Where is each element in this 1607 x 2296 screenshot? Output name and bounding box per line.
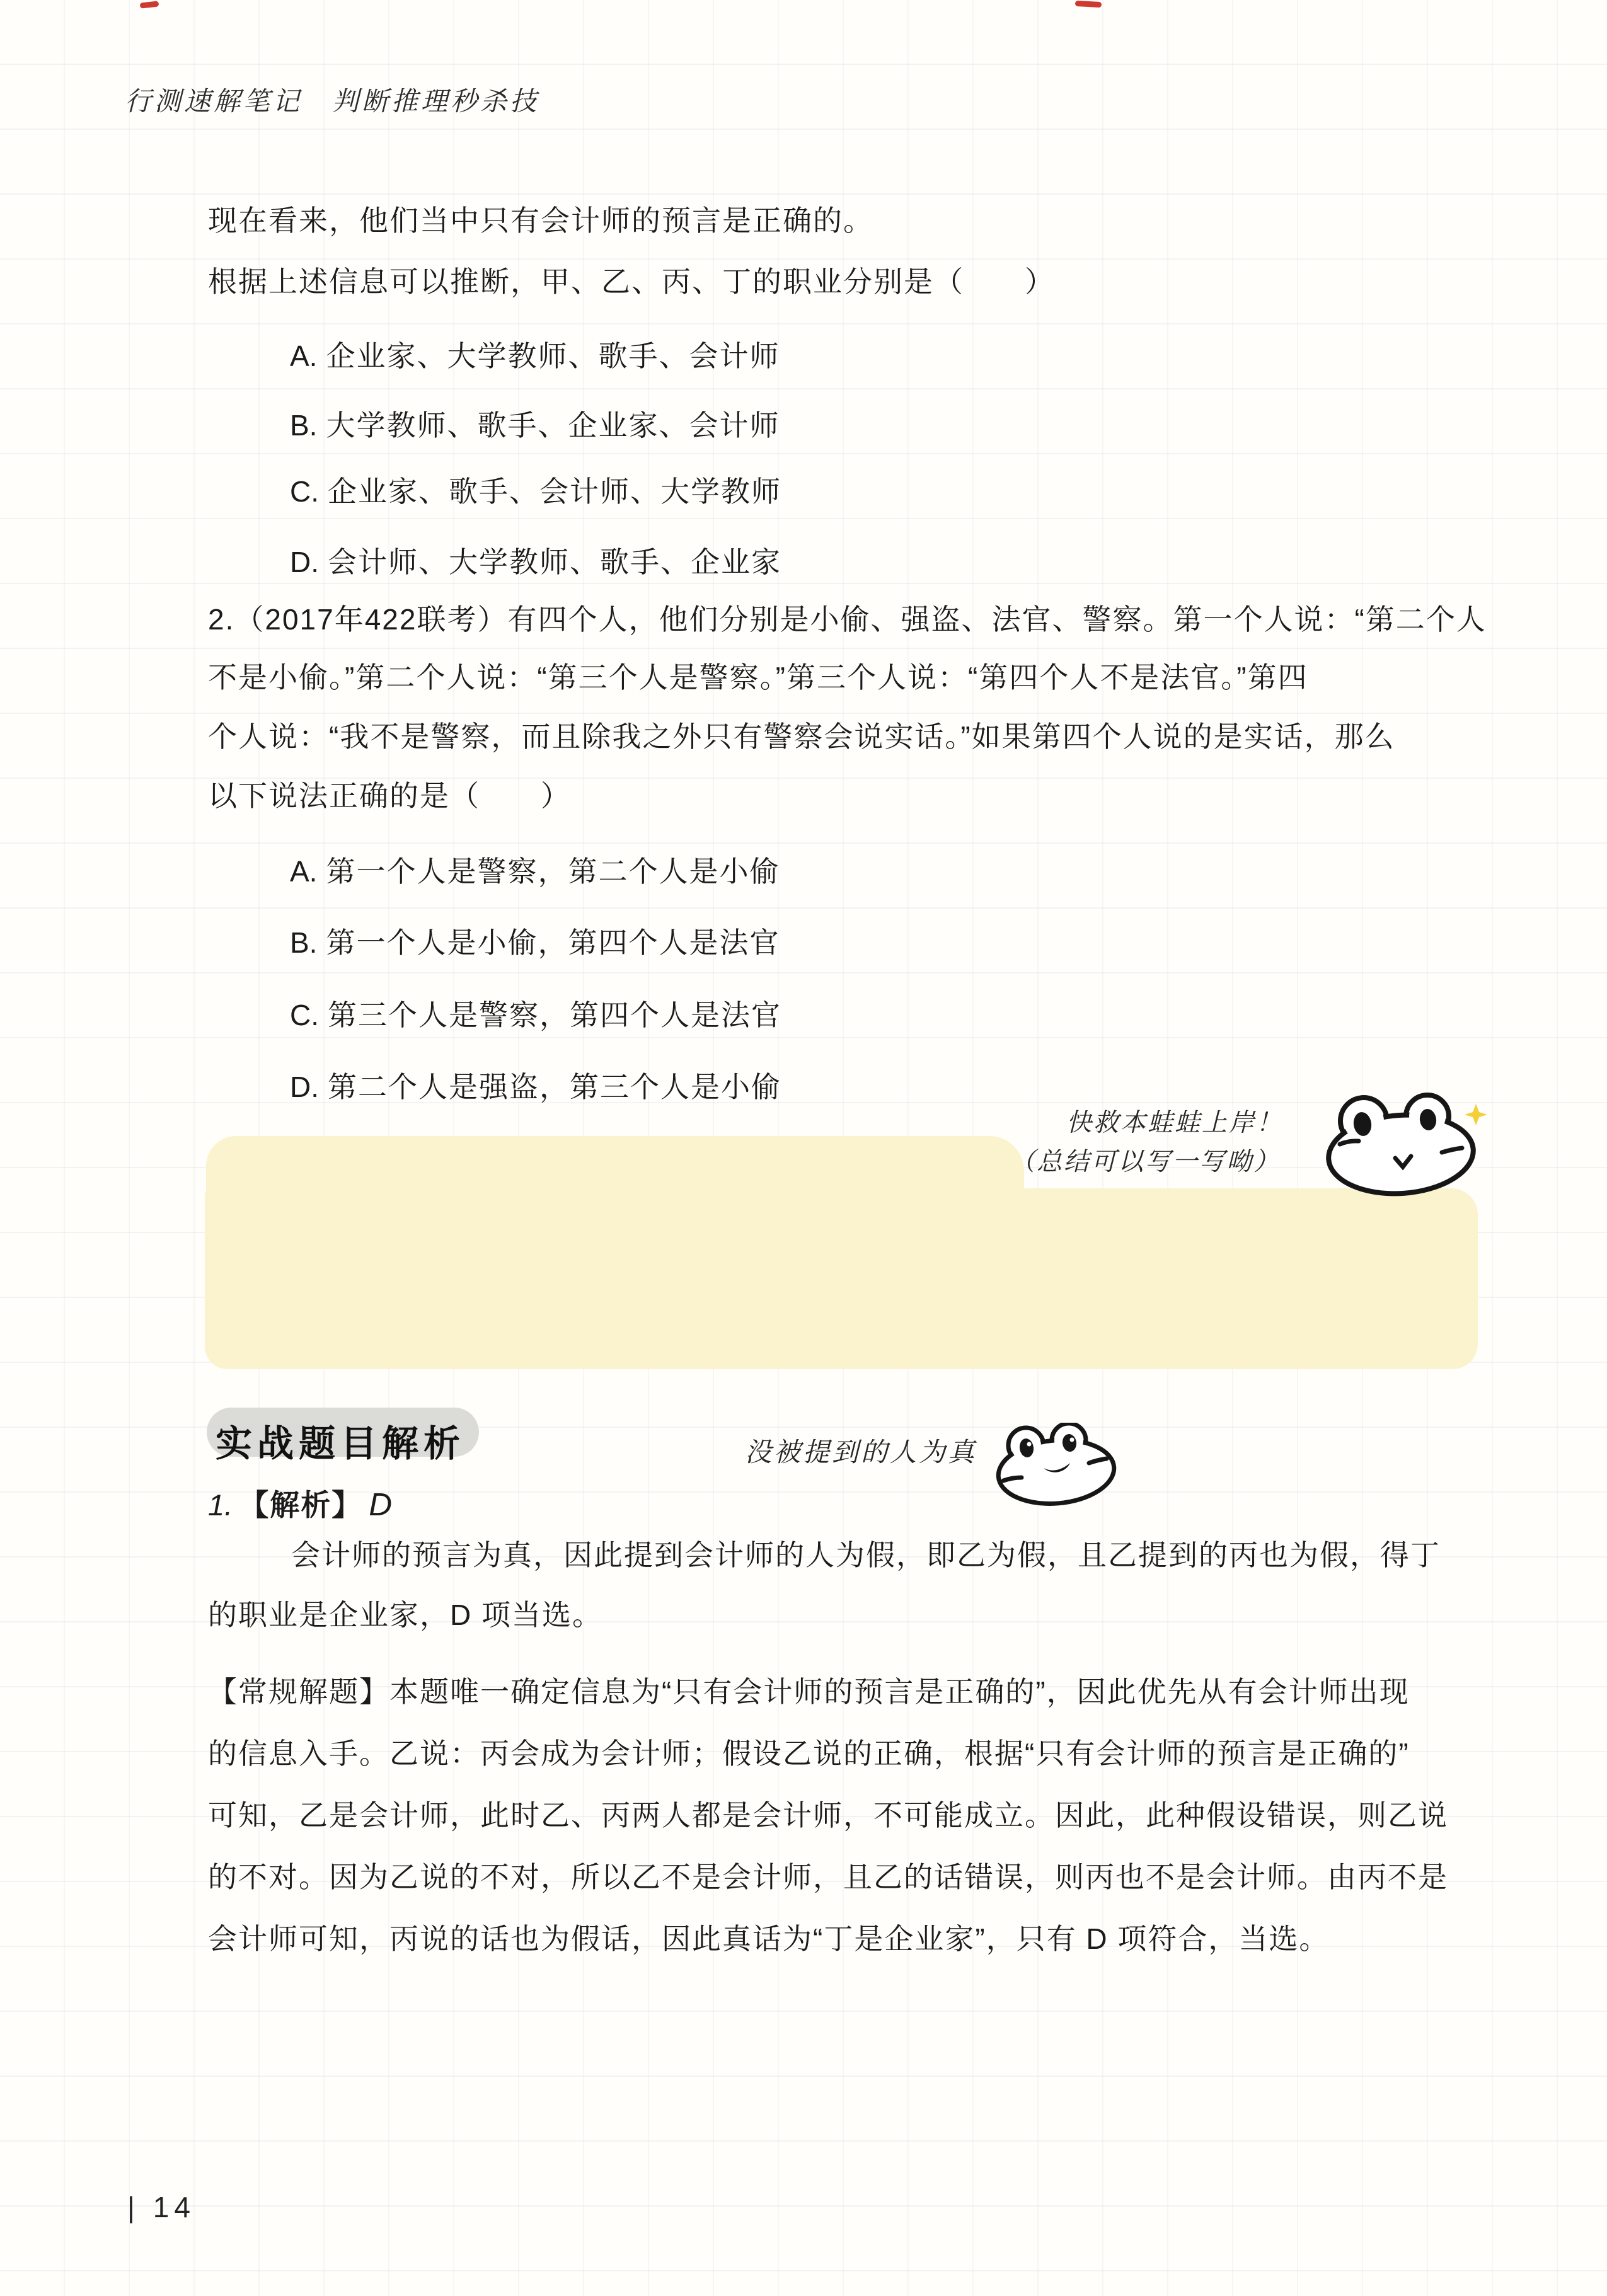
- yellow-highlight-block-top: [206, 1136, 1024, 1197]
- q1-stem-line: 根据上述信息可以推断，甲、乙、丙、丁的职业分别是（ ）: [208, 265, 1055, 298]
- sparkle-icon: [1465, 1104, 1487, 1125]
- analysis-para2-line: 【常规解题】本题唯一确定信息为“只有会计师的预言是正确的”，因此优先从有会计师出现: [208, 1675, 1410, 1708]
- frog-note-line1: 快救本蛙蛙上岸！: [1066, 1109, 1283, 1137]
- analysis-answer-line: [208, 1482, 392, 1524]
- analysis-answer-value: D: [369, 1486, 393, 1522]
- analysis-tag: 【解析】: [239, 1488, 363, 1522]
- page-header: 行测速解笔记 判断推理秒杀技: [125, 86, 540, 116]
- option-label: D.: [290, 546, 319, 578]
- option-label: D.: [290, 1071, 319, 1103]
- q2-option-b: [290, 928, 780, 957]
- analysis-para2-line: 的信息入手。乙说：丙会成为会计师；假设乙说的正确，根据“只有会计师的预言是正确的”: [208, 1737, 1410, 1770]
- q1-option-c: [290, 477, 781, 506]
- q2-stem-line: 个人说：“我不是警察，而且除我之外只有警察会说实话。”如果第四个人说的是实话，那么: [208, 720, 1395, 753]
- q1-option-b: [290, 411, 780, 440]
- q2-option-c: [290, 1001, 781, 1030]
- q1-stem-line: 现在看来，他们当中只有会计师的预言是正确的。: [208, 204, 873, 237]
- option-label: A.: [290, 855, 318, 888]
- option-text: 第一个人是警察，第二个人是小偷: [326, 855, 780, 888]
- analysis-para1-line: 的职业是企业家，D 项当选。: [208, 1599, 602, 1631]
- option-text: 第三个人是警察，第四个人是法官: [328, 999, 781, 1031]
- yellow-highlight-block: [205, 1188, 1478, 1369]
- q1-option-a: [290, 342, 780, 370]
- margin-note: 没被提到的人为真: [745, 1437, 977, 1467]
- option-label: C.: [290, 999, 319, 1031]
- red-scan-mark: [1075, 1, 1102, 8]
- q2-stem-line: 2.（2017年422联考）有四个人，他们分别是小偷、强盗、法官、警察。第一个人说：“第二个人: [208, 603, 1487, 636]
- analysis-number: 1.: [208, 1488, 233, 1522]
- option-text: 大学教师、歌手、企业家、会计师: [326, 409, 780, 442]
- q2-option-d: [290, 1072, 781, 1101]
- option-label: A.: [290, 340, 318, 372]
- analysis-para2-line: 会计师可知，丙说的话也为假话，因此真话为“丁是企业家”，只有 D 项符合，当选。: [208, 1922, 1330, 1955]
- option-text: 企业家、大学教师、歌手、会计师: [326, 340, 780, 372]
- frog-doodle-icon: [1322, 1091, 1492, 1205]
- page-number: | 14: [127, 2191, 195, 2224]
- frog-doodle-icon: [993, 1423, 1129, 1514]
- option-text: 企业家、歌手、会计师、大学教师: [328, 475, 781, 508]
- q2-stem-line: 不是小偷。”第二个人说：“第三个人是警察。”第三个人说：“第四个人不是法官。”第四: [208, 661, 1308, 694]
- option-text: 会计师、大学教师、歌手、企业家: [328, 546, 781, 578]
- analysis-para2-line: 可知，乙是会计师，此时乙、丙两人都是会计师，不可能成立。因此，此种假设错误，则乙说: [208, 1799, 1448, 1832]
- q2-option-a: [290, 857, 780, 886]
- option-label: B.: [290, 409, 318, 442]
- section-title: 实战题目解析: [216, 1423, 466, 1464]
- analysis-para1-line: 会计师的预言为真，因此提到会计师的人为假，即乙为假，且乙提到的丙也为假，得丁: [291, 1539, 1441, 1571]
- analysis-para2-line: 的不对。因为乙说的不对，所以乙不是会计师，且乙的话错误，则丙也不是会计师。由丙不是: [208, 1861, 1448, 1893]
- q2-stem-line: 以下说法正确的是（ ）: [208, 779, 571, 812]
- option-label: B.: [290, 926, 318, 959]
- option-text: 第二个人是强盗，第三个人是小偷: [328, 1071, 781, 1103]
- red-scan-mark: [140, 1, 159, 8]
- frog-note-line2: （总结可以写一写呦）: [1010, 1148, 1281, 1176]
- option-label: C.: [290, 475, 319, 508]
- q1-option-d: [290, 548, 781, 577]
- option-text: 第一个人是小偷，第四个人是法官: [326, 926, 780, 959]
